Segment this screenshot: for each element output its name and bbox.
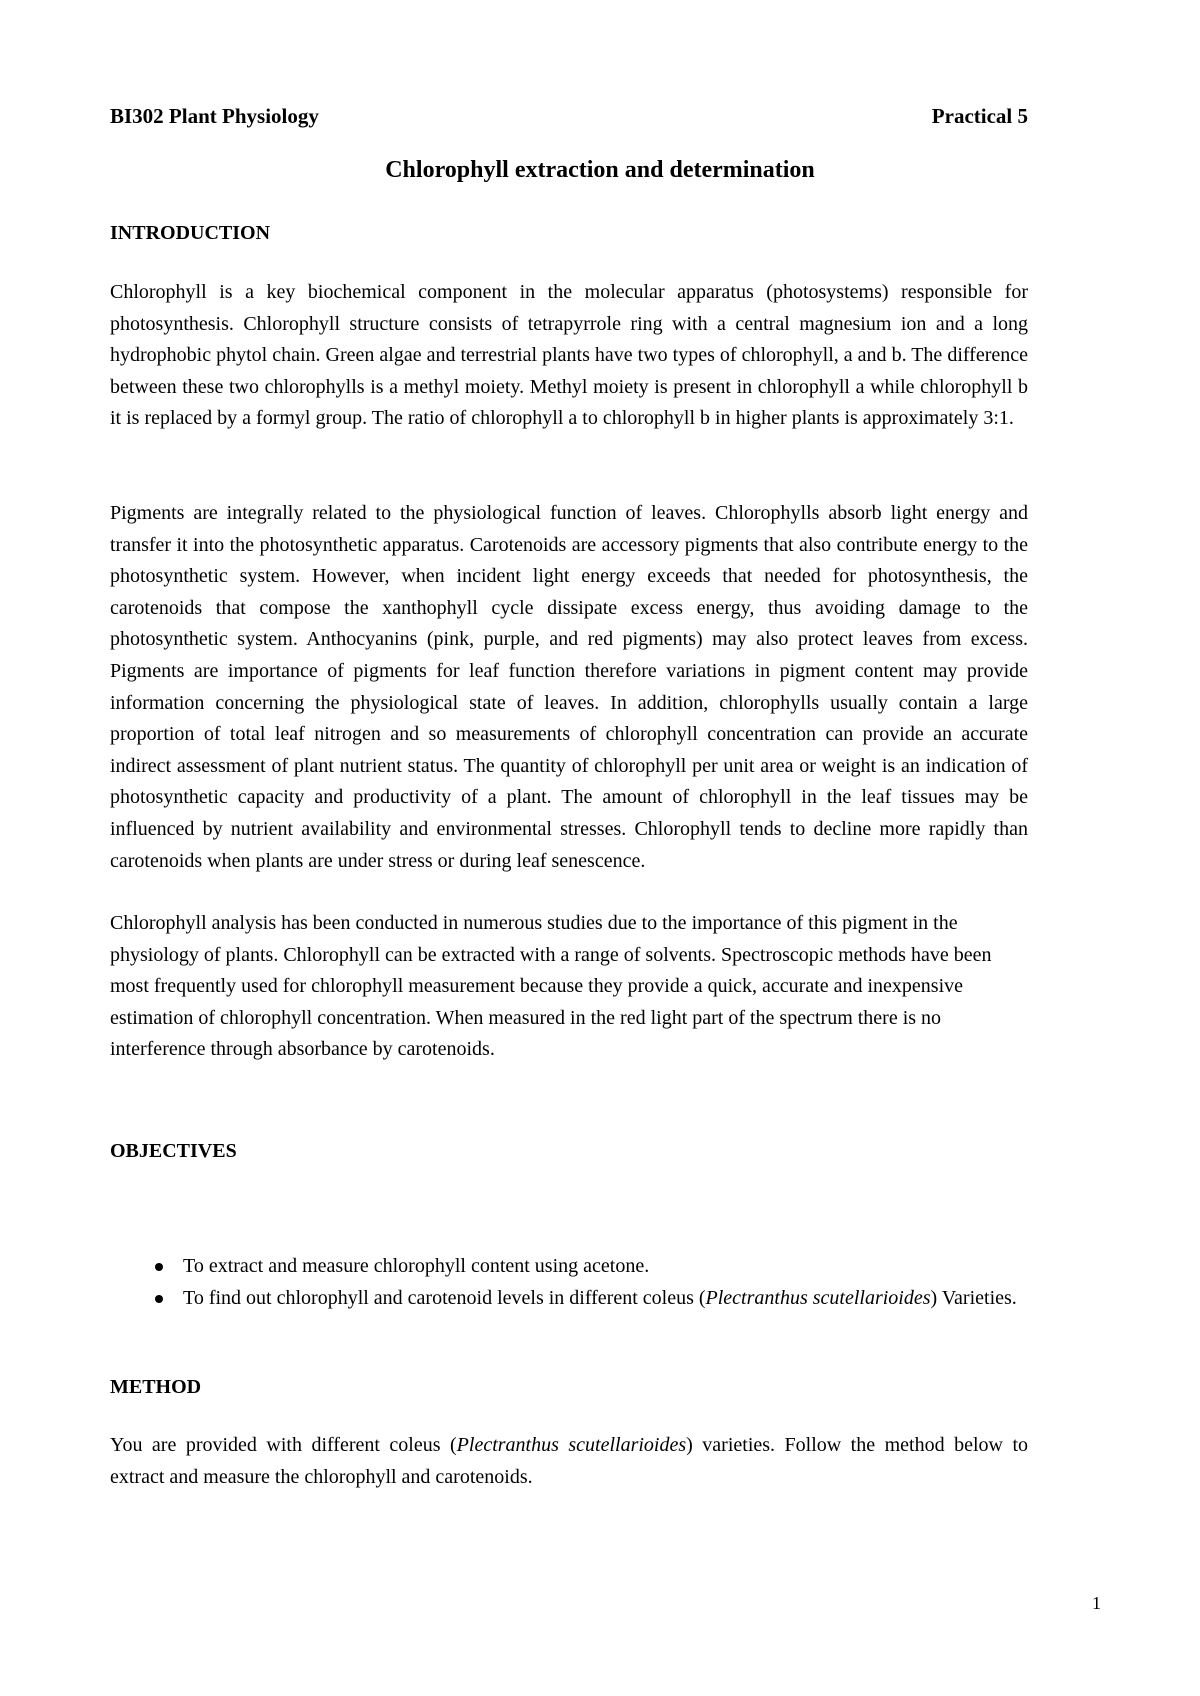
objectives-list: [110, 1251, 1028, 1314]
page-header: [110, 103, 1028, 129]
objective-text-before: To find out chlorophyll and carotenoid levels in different coleus (: [183, 1286, 706, 1309]
bullet-icon: [155, 1295, 163, 1303]
method-text-before: You are provided with different coleus (: [110, 1434, 457, 1456]
introduction-paragraph-2: Pigments are integrally related to the physiological function of leaves. Chlorophylls absorb light energy and transfer it into the photosynthetic apparatus. Carotenoids are accessory pigments that also contribute energy to the photosynthetic system. However, when incident light energy exceeds that needed for photosynthesis, the carotenoids that compose the xanthophyll cycle dissipate excess energy, thus avoiding damage to the photosynthetic system. Anthocyanins (pink, purple, and red pigments) may also protect leaves from excess. Pigments are importance of pigments for leaf function therefore variations in pigment content may provide information concerning the physiological state of leaves. In addition, chlorophylls usually contain a large proportion of total leaf nitrogen and so measurements of chlorophyll concentration can provide an accurate indirect assessment of plant nutrient status. The quantity of chlorophyll per unit area or weight is an indication of photosynthetic capacity and productivity of a plant. The amount of chlorophyll in the leaf tissues may be influenced by nutrient availability and environmental stresses. Chlorophyll tends to decline more rapidly than carotenoids when plants are under stress or during leaf senescence.: [110, 502, 1028, 872]
species-name: Plectranthus scutellarioides: [456, 1434, 687, 1456]
objective-item-1: [110, 1251, 1028, 1283]
method-text-after: ) varieties. Follow the method below to extract and measure the chlorophyll and carotenoids.: [110, 1434, 1028, 1488]
objective-text-after: ) Varieties.: [930, 1286, 1017, 1309]
document-title: Chlorophyll extraction and determination: [385, 157, 815, 183]
method-paragraph: [110, 1430, 1028, 1493]
introduction-paragraph-3: Chlorophyll analysis has been conducted in numerous studies due to the importance of this pigment in the physiology of plants. Chlorophyll can be extracted with a range of solvents. Spectroscopic methods have been most frequently used for chlorophyll measurement because they provide a quick, accurate and inexpensive estimation of chlorophyll concentration. When measured in the red light part of the spectrum there is no interference through absorbance by carotenoids.: [110, 912, 992, 1061]
introduction-paragraph-1: Chlorophyll is a key biochemical component in the molecular apparatus (photosystems) responsible for photosynthesis. Chlorophyll structure consists of tetrapyrrole ring with a central magnesium ion and a long hydrophobic phytol chain. Green algae and terrestrial plants have two types of chlorophyll, a and b. The difference between these two chlorophylls is a methyl moiety. Methyl moiety is present in chlorophyll a while chlorophyll b it is replaced by a formyl group. The ratio of chlorophyll a to chlorophyll b in higher plants is approximately 3:1.: [110, 281, 1028, 430]
objective-text: To extract and measure chlorophyll content using acetone.: [183, 1255, 650, 1277]
species-name: Plectranthus scutellarioides: [705, 1286, 931, 1309]
objectives-heading: OBJECTIVES: [110, 1140, 237, 1162]
course-title: BI302 Plant Physiology: [110, 104, 319, 128]
introduction-heading: INTRODUCTION: [110, 222, 271, 244]
practical-number: Practical 5: [931, 104, 1028, 128]
page-number: 1: [1092, 1593, 1101, 1613]
method-heading: METHOD: [110, 1376, 202, 1398]
objective-item-2: [110, 1283, 1028, 1315]
bullet-icon: [155, 1263, 163, 1271]
